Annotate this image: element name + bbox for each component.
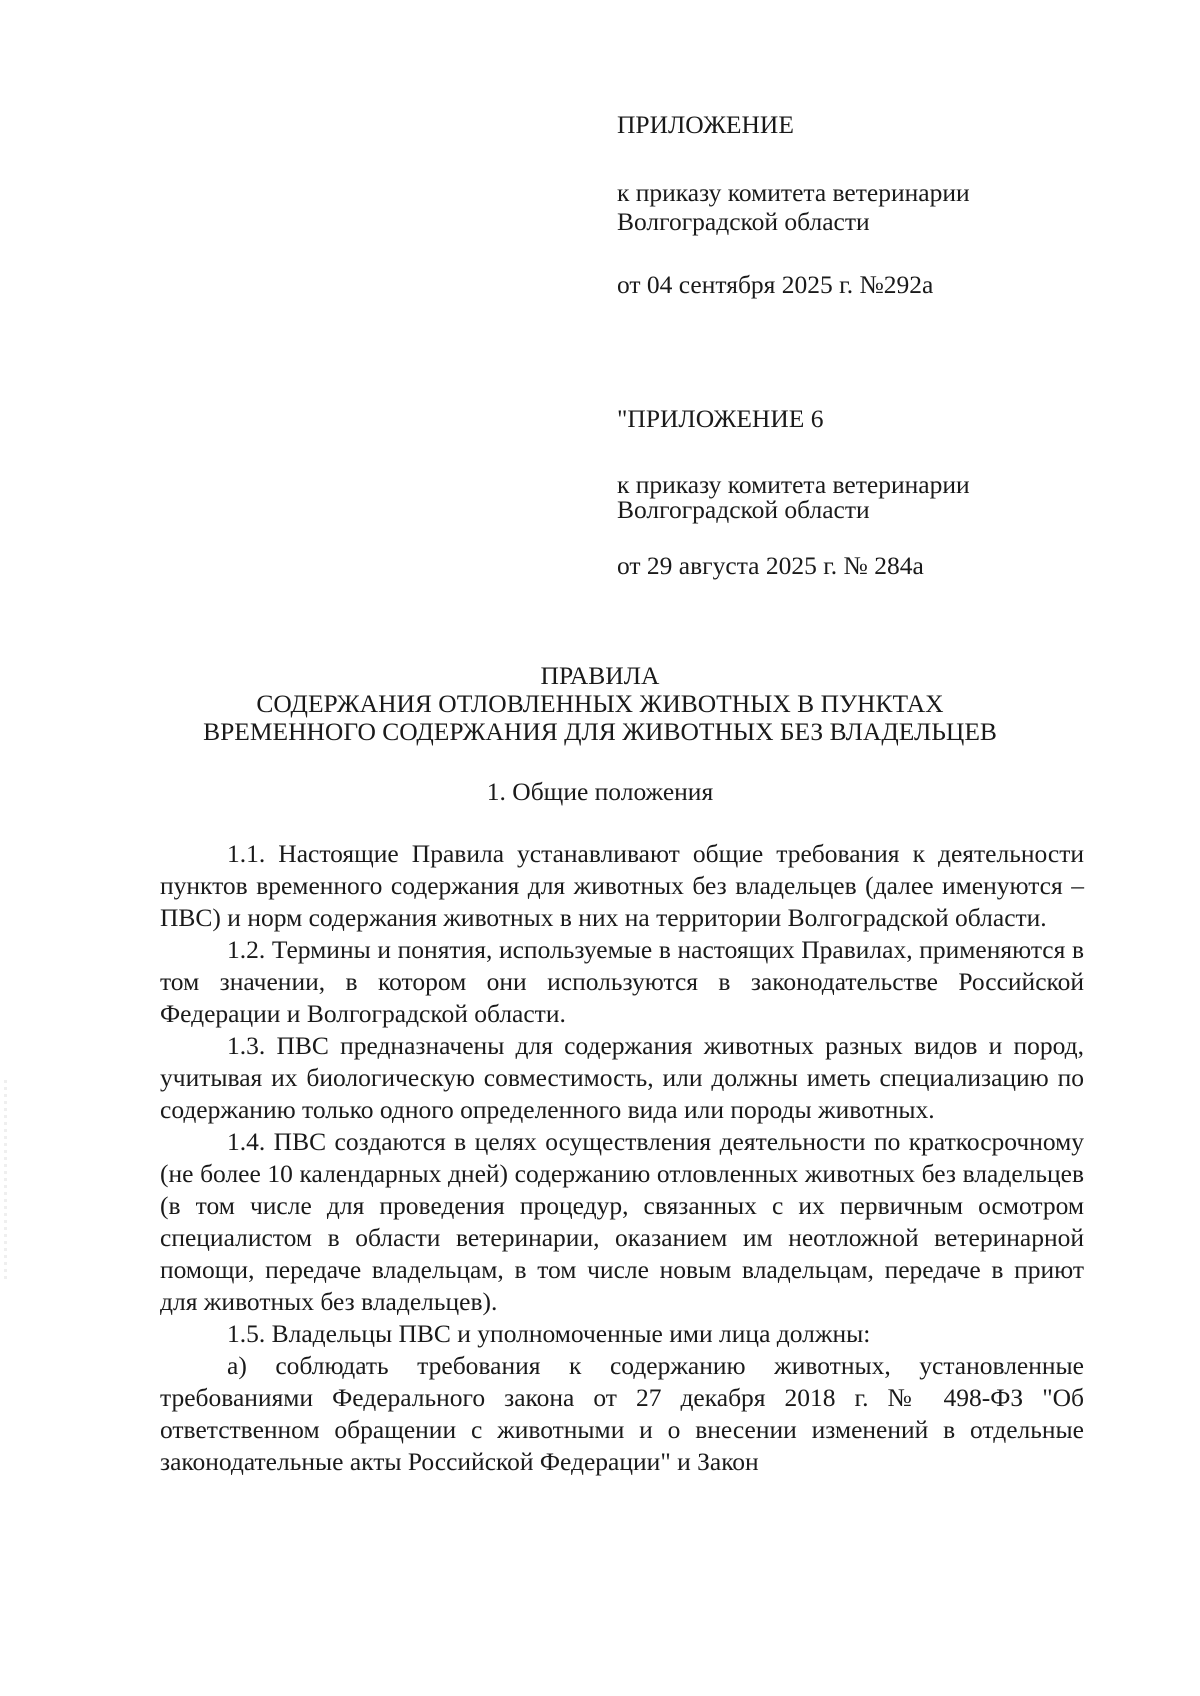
section-heading: 1. Общие положения <box>486 777 714 806</box>
appendix-6-ref-line: к приказу комитета ветеринарии <box>617 470 970 499</box>
paragraph-1-3: 1.3. ПВС предназначены для содержания животных разных видов и пород, учитывая их биологическую совместимость, или должны иметь специализацию по содержанию только одного определенного вида или породы животных. <box>160 1031 1084 1124</box>
appendix-ref-line: Волгоградской области <box>617 207 870 236</box>
title-line: ВРЕМЕННОГО СОДЕРЖАНИЯ ДЛЯ ЖИВОТНЫХ БЕЗ ВЛАДЕЛЬЦЕВ <box>203 717 997 746</box>
paragraph-1-5: 1.5. Владельцы ПВС и уполномоченные ими лица должны: <box>227 1319 871 1348</box>
body-text <box>160 838 1084 1478</box>
paragraph-1-5-a: а) соблюдать требования к содержанию животных, установленные требованиями Федерального закона от 27 декабря 2018 г. № 498-ФЗ "Об ответственном обращении с животными и о внесении изменений в отдельные законодательные акты Российской Федерации" и Закон <box>160 1351 1084 1476</box>
scan-edge-artifact <box>4 1080 7 1280</box>
appendix-date-line: от 04 сентября 2025 г. №292а <box>617 270 934 299</box>
document-title <box>0 662 1200 746</box>
paragraph-1-2: 1.2. Термины и понятия, используемые в настоящих Правилах, применяются в том значении, в котором они используются в законодательстве Российской Федерации и Волгоградской области. <box>160 935 1084 1028</box>
paragraph-1-4: 1.4. ПВС создаются в целях осуществления деятельности по краткосрочному (не более 10 календарных дней) содержанию отловленных животных без владельцев (в том числе для проведения процедур, связанных с их первичным осмотром специалистом в области ветеринарии, оказанием им неотложной ветеринарной помощи, передаче владельцам, в том числе новым владельцам, передаче в приют для животных без владельцев). <box>160 1127 1084 1316</box>
title-line: ПРАВИЛА <box>540 661 660 690</box>
appendix-header <box>617 110 1097 299</box>
appendix-6-ref-line: Волгоградской области <box>617 495 870 524</box>
paragraph-1-1: 1.1. Настоящие Правила устанавливают общие требования к деятельности пунктов временного содержания для животных без владельцев (далее именуются – ПВС) и норм содержания животных в них на территории Волгоградской области. <box>160 839 1084 932</box>
appendix-title: ПРИЛОЖЕНИЕ <box>617 110 794 139</box>
appendix-6-title: "ПРИЛОЖЕНИЕ 6 <box>617 404 824 433</box>
title-line: СОДЕРЖАНИЯ ОТЛОВЛЕННЫХ ЖИВОТНЫХ В ПУНКТАХ <box>256 689 944 718</box>
appendix-ref-line: к приказу комитета ветеринарии <box>617 178 970 207</box>
appendix-6-header <box>617 404 1097 580</box>
appendix-6-date-line: от 29 августа 2025 г. № 284а <box>617 551 924 580</box>
